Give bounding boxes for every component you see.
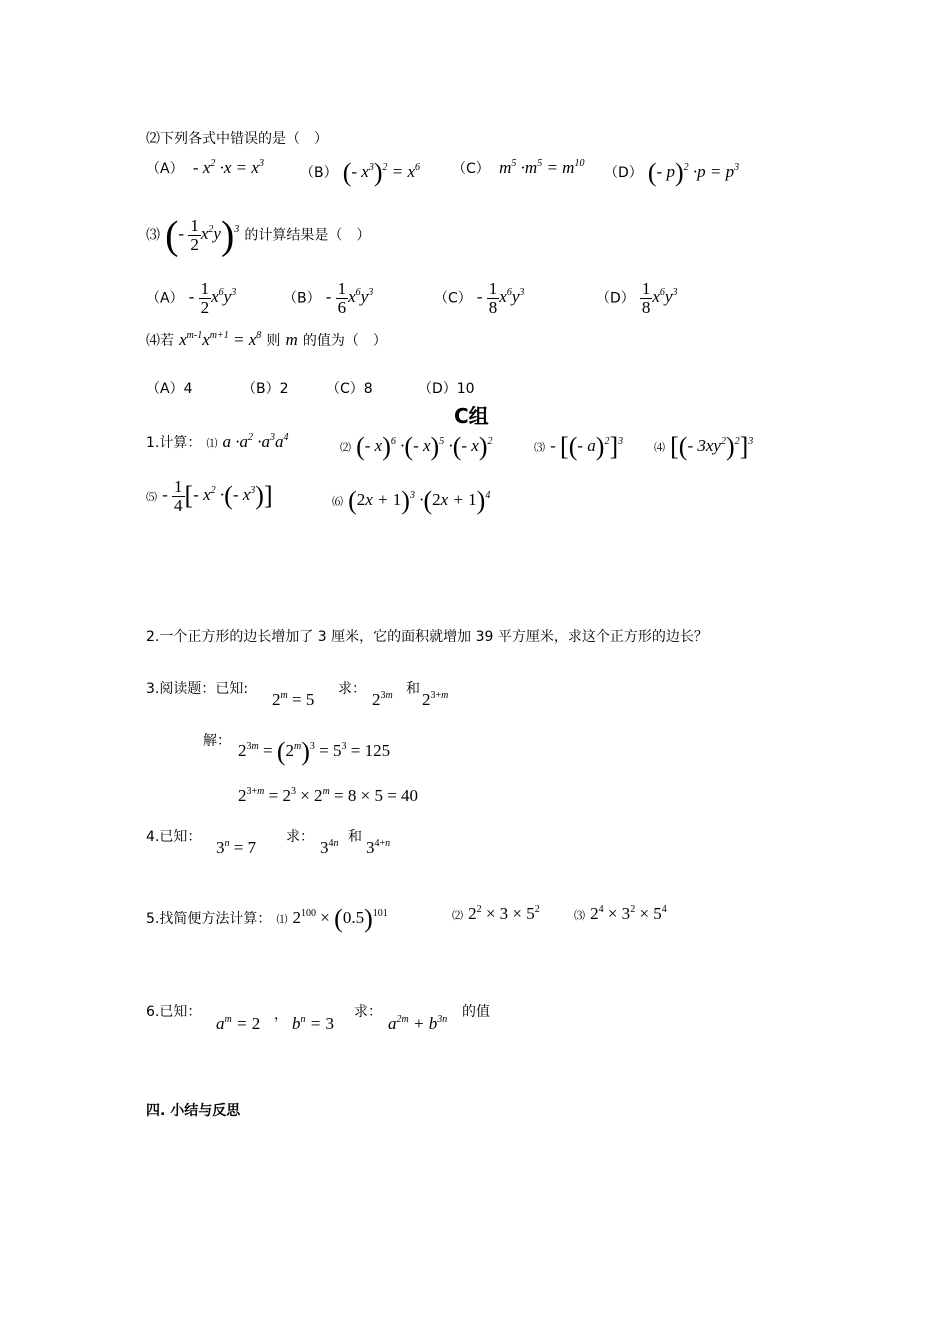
q3-option-c-label: （C） <box>434 290 472 307</box>
q2-option-d <box>604 158 739 188</box>
c5-row <box>146 904 388 934</box>
c1-part3-label: ⑶ <box>534 440 545 454</box>
c2-text: 2.一个正方形的边长增加了 3 厘米，它的面积就增加 39 平方厘米，求这个正方形的边长？ <box>146 629 708 645</box>
c1-part2 <box>340 432 493 462</box>
q3-number: ⑶ <box>146 227 160 244</box>
c3-and: 和 <box>406 681 420 697</box>
c1-row1 <box>146 432 289 452</box>
c5-label: 5.找简便方法计算： <box>146 910 272 927</box>
q3-option-a-label: （A） <box>146 290 184 307</box>
c1-part6 <box>332 486 490 516</box>
c3-target1: $2^{3m}$ <box>372 690 393 709</box>
q4-option-c: （C）8 <box>326 381 373 397</box>
c1-part3-expr: - [(- a)$^2$]$^3$ <box>550 432 624 461</box>
q3-option-d-expr: $\frac{1}{8}$ $x^6y^3$ <box>641 279 678 317</box>
c1-part5 <box>146 478 273 515</box>
q4-option-b: （B）2 <box>242 381 289 397</box>
c3-solution-label: 解： <box>203 733 231 749</box>
c1-part6-expr: $(2x + 1)^3 \cdot(2x + 1)^4$ <box>348 486 491 515</box>
c1-label: 1.计算： <box>146 435 202 451</box>
q4-stem-pre: ⑷若 <box>146 333 174 349</box>
c1-part5-expr: - $\frac{1}{4}$ [- $x^2$ ·(- $x^3$)] <box>162 477 273 515</box>
c6-given1: $a^m = 2$ <box>216 1014 261 1033</box>
q3-option-b-expr: - $\frac{1}{6}$ $x^6y^3$ <box>325 279 374 317</box>
c5-part3-expr: $2^4 \times 3^2 \times 5^4$ <box>590 904 667 923</box>
q2-option-c-expr: $m^5 \cdot m^5 = m^{10}$ <box>494 158 585 177</box>
c3-ask: 求： <box>338 681 366 697</box>
q3-option-d-label: （D） <box>596 290 635 307</box>
c6-tail: 的值 <box>462 1004 490 1020</box>
q2-options <box>146 158 264 178</box>
q4-option-d: （D）10 <box>418 381 475 397</box>
q4-option-a: （A）4 <box>146 381 193 397</box>
q3-option-c <box>434 280 524 317</box>
c3-given: $2^m = 5$ <box>272 690 315 709</box>
c1-part5-label: ⑸ <box>146 490 157 504</box>
c1-part1-expr: $a \cdot a^2 \cdot a^3a^4$ <box>222 432 289 451</box>
q4-mid: 则 <box>266 333 281 349</box>
c1-part2-expr: (- x)$^6$ ·(- x)$^5$ ·(- x)$^2$ <box>356 432 493 461</box>
c4-and: 和 <box>348 829 362 845</box>
c5-part1-expr: $2^{100} \times (0.5)^{101}$ <box>292 904 388 933</box>
c3-row <box>146 678 248 698</box>
c1-part6-label: ⑹ <box>332 494 343 508</box>
q4-expression: $x^{m-1}x^{m+1} = x^8$ <box>179 330 262 349</box>
c1-part4-label: ⑷ <box>654 440 665 454</box>
c4-target2: $3^{4+n}$ <box>366 838 391 857</box>
q3-option-a-expr: - $\frac{1}{2}$ $x^6y^3$ <box>188 279 237 317</box>
c6-comma: ， <box>274 1007 288 1023</box>
c5-part2-label: ⑵ <box>452 909 463 922</box>
c4-ask: 求： <box>286 829 314 845</box>
q2-option-d-label: （D） <box>604 164 643 181</box>
c1-part4-expr: [(- $3xy^2)^2]^3$ <box>670 432 754 461</box>
c5-part3-label: ⑶ <box>574 909 585 922</box>
q3-stem-row <box>146 212 370 259</box>
q2-option-c <box>452 158 584 178</box>
c1-part2-label: ⑵ <box>340 440 351 454</box>
c1-part4 <box>654 432 753 462</box>
q3-option-d <box>596 280 677 317</box>
q3-option-a <box>146 280 236 317</box>
c3-solution-line1: $2^{3m} = (2^m)^3 = 5^3 = 125$ <box>238 737 391 766</box>
q4-stem-row <box>146 330 387 350</box>
q2-option-c-label: （C） <box>452 161 490 177</box>
q2-option-b <box>300 158 420 188</box>
q2-option-d-expr: (- $p)^2 \cdot p = p^3$ <box>647 158 740 187</box>
c5-part3 <box>574 904 667 924</box>
c1-part3 <box>534 432 623 462</box>
c5-part2-expr: $2^2 \times 3 \times 5^2$ <box>468 904 540 923</box>
c5-part1-label: ⑴ <box>276 912 288 926</box>
c6-given2: $b^n = 3$ <box>292 1014 334 1033</box>
c4-label: 4.已知： <box>146 829 202 845</box>
q3-option-c-expr: - $\frac{1}{8}$ $x^6y^3$ <box>476 279 525 317</box>
c6-label: 6.已知： <box>146 1004 202 1020</box>
q3-stem: 的计算结果是（ ） <box>244 227 371 244</box>
q2-option-b-expr: (- $x^3)^2 = x^6$ <box>342 158 421 187</box>
c4-target1: $3^{4n}$ <box>320 838 339 857</box>
q3-option-b-label: （B） <box>283 290 321 307</box>
q2-option-a-label: （A） <box>146 161 184 177</box>
c6-target: $a^{2m} + b^{3n}$ <box>388 1014 448 1033</box>
c1-part1-label: ⑴ <box>206 437 218 450</box>
c3-label: 3.阅读题：已知: <box>146 681 249 697</box>
q3-option-b <box>283 280 373 317</box>
c6-ask: 求： <box>354 1004 382 1020</box>
q4-var-m: m <box>285 330 298 349</box>
q2-option-b-label: （B） <box>300 164 338 181</box>
c3-target2: $2^{3+m}$ <box>422 690 449 709</box>
q3-expression: (- $\frac{1}{2}$ $x^2y)^3$ <box>165 213 240 258</box>
section4-heading: 四. 小结与反思 <box>146 1103 241 1119</box>
q4-stem-post: 的值为（ ） <box>302 333 387 349</box>
group-c-heading: C组 <box>454 404 489 428</box>
q2-stem: ⑵下列各式中错误的是（ ） <box>146 131 328 147</box>
q2-option-a-expr: - $x^2 \cdot x = x^3$ <box>188 158 264 177</box>
c3-solution-line2: $2^{3+m} = 2^3 \times 2^m = 8 \times 5 = 40$ <box>238 786 419 805</box>
c4-given: $3^n = 7$ <box>216 838 257 857</box>
c5-part2 <box>452 904 540 924</box>
